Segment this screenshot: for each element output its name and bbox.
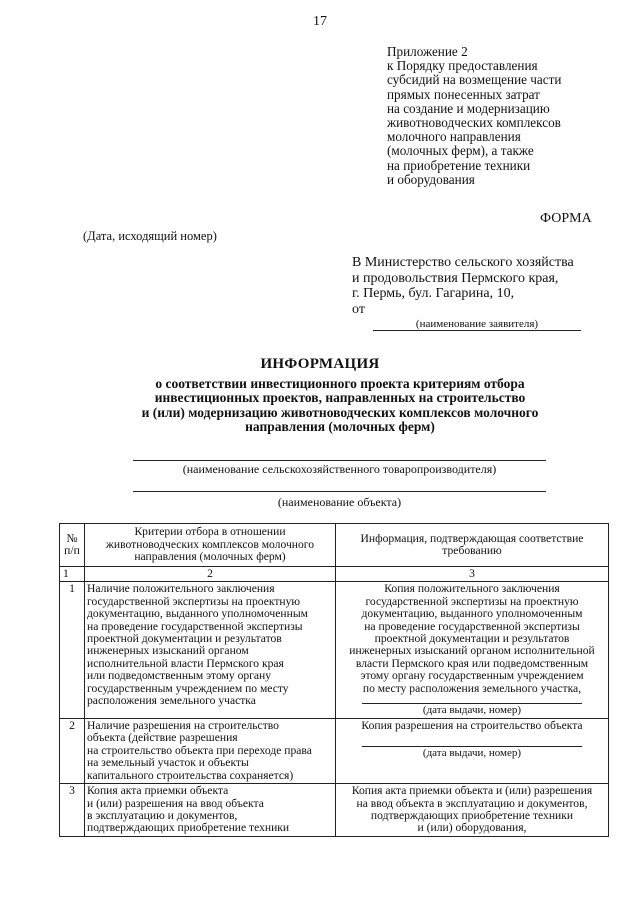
- row-criteria: Наличие положительного заключения государственной экспертизы на проектную документацию, выданного уполномоченным на проведение государственной экспертизы проектной документации и результатов инженерных изысканий органом исполнительной власти Пермского края или подведомственным этому органу государственным учреждением по месту расположения земельного участка: [85, 582, 336, 719]
- row-criteria: Копия акта приемки объекта и (или) разрешения на ввод объекта в эксплуатацию и документов, подтверждающих приобретение техники: [85, 784, 336, 837]
- col-number: 3: [336, 567, 609, 582]
- from-prefix: от: [352, 302, 365, 317]
- header-num: № п/п: [60, 524, 85, 567]
- issue-date-caption: (дата выдачи, номер): [362, 703, 582, 717]
- table-row: [60, 719, 609, 784]
- row-info: Копия разрешения на строительство объекта: [361, 719, 583, 733]
- producer-caption: (наименование сельскохозяйственного товаропроизводителя): [182, 462, 497, 476]
- col-number: 1: [60, 567, 85, 582]
- recipient-address: В Министерство сельского хозяйства и продовольствия Пермского края, г. Пермь, бул. Гагарина, 10,: [352, 255, 574, 301]
- row-info: Копия акта приемки объекта и (или) разрешения на ввод объекта в эксплуатацию и документов, подтверждающих приобретение техники и (или) оборудования,: [336, 784, 609, 837]
- page-number: 17: [313, 14, 327, 29]
- header-criteria: Критерии отбора в отношении животноводческих комплексов молочного направления (молочных ферм): [85, 524, 336, 567]
- document-subtitle: о соответствии инвестиционного проекта критериям отбора инвестиционных проектов, направленных на строительство и (или) модернизацию животноводческих комплексов молочного направления (молочных ферм): [141, 376, 539, 434]
- row-num: 3: [60, 784, 85, 837]
- criteria-table: [59, 523, 609, 837]
- date-number-label: (Дата, исходящий номер): [83, 229, 217, 243]
- applicant-caption: (наименование заявителя): [415, 318, 539, 330]
- row-num: 1: [60, 582, 85, 719]
- table-header-row: [60, 524, 609, 567]
- header-info: Информация, подтверждающая соответствие требованию: [336, 524, 609, 567]
- object-caption: (наименование объекта): [277, 495, 402, 509]
- row-info: Копия положительного заключения государственной экспертизы на проектную документацию, выданного уполномоченным на проведение государственной экспертизы проектной документации и результатов инженерных изысканий органом исполнительной власти Пермского края или подведомственным этому органу государственным учреждением по месту расположения земельного участка,: [349, 582, 595, 695]
- row-info-cell: [336, 719, 609, 784]
- form-label: ФОРМА: [540, 211, 592, 226]
- document-title: ИНФОРМАЦИЯ: [260, 356, 380, 372]
- column-number-row: [60, 567, 609, 582]
- row-criteria: Наличие разрешения на строительство объекта (действие разрешения на строительство объекта при переходе права на земельный участок и объекты капитального строительства сохраняется): [85, 719, 336, 784]
- row-num: 2: [60, 719, 85, 784]
- object-name-field[interactable]: [133, 477, 546, 492]
- issue-date-caption: (дата выдачи, номер): [362, 746, 582, 760]
- appendix-heading: Приложение 2 к Порядку предоставления субсидий на возмещение части прямых понесенных затрат на создание и модернизацию животноводческих комплексов молочного направления (молочных ферм), а также на приобретение техники и оборудования: [387, 44, 562, 187]
- row-info-cell: [336, 582, 609, 719]
- col-number: 2: [85, 567, 336, 582]
- table-row: [60, 784, 609, 837]
- table-row: [60, 582, 609, 719]
- producer-name-field[interactable]: [133, 446, 546, 461]
